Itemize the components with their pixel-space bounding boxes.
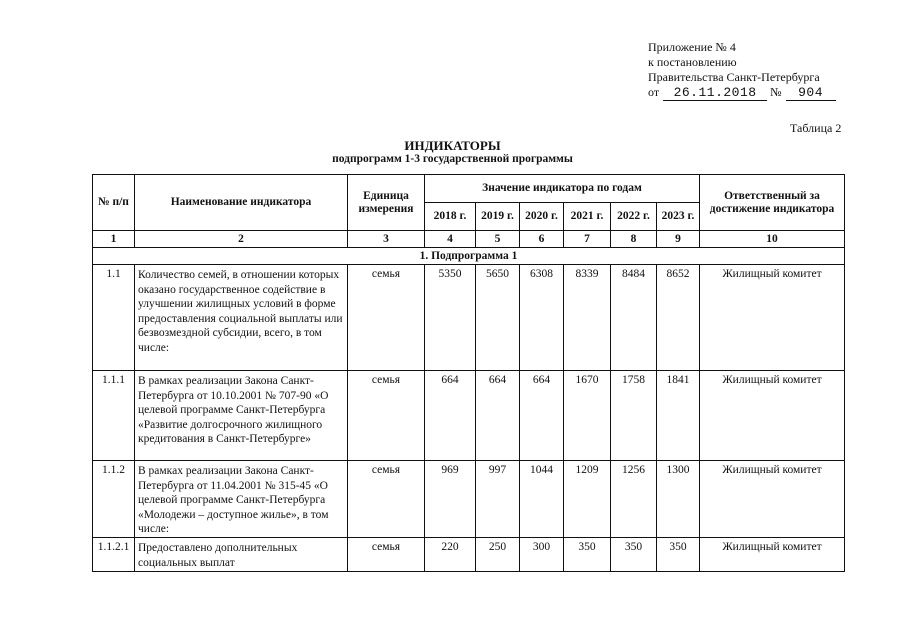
responsible-cell: Жилищный комитет <box>700 538 845 572</box>
appendix-line-2: к постановлению <box>648 55 737 69</box>
header-responsible: Ответственный за достижение индикатора <box>700 175 845 231</box>
header-unit: Единица измерения <box>348 175 425 231</box>
page-subtitle: подпрограмм 1-3 государственной программы <box>332 153 573 165</box>
value-cell: 1300 <box>657 461 700 538</box>
column-index: 4 <box>425 231 476 248</box>
value-cell: 8484 <box>611 265 657 371</box>
page-title: ИНДИКАТОРЫ <box>404 138 501 153</box>
value-cell: 5650 <box>476 265 520 371</box>
header-name: Наименование индикатора <box>135 175 348 231</box>
appendix-date-line <box>648 85 836 101</box>
column-index: 3 <box>348 231 425 248</box>
subprogram-title: 1. Подпрограмма 1 <box>93 248 845 265</box>
responsible-cell: Жилищный комитет <box>700 371 845 461</box>
number-label: № <box>770 85 782 99</box>
value-cell: 1044 <box>520 461 564 538</box>
value-cell: 997 <box>476 461 520 538</box>
responsible-cell: Жилищный комитет <box>700 265 845 371</box>
header-year: 2020 г. <box>520 203 564 231</box>
value-cell: 1256 <box>611 461 657 538</box>
resolution-date: 26.11.2018 <box>663 85 767 101</box>
column-index: 2 <box>135 231 348 248</box>
header-num: № п/п <box>93 175 135 231</box>
indicator-name: Предоставлено дополнительных социальных выплат <box>135 538 348 572</box>
column-index: 9 <box>657 231 700 248</box>
responsible-cell: Жилищный комитет <box>700 461 845 538</box>
from-label: от <box>648 85 660 99</box>
header-year: 2019 г. <box>476 203 520 231</box>
unit-cell: семья <box>348 461 425 538</box>
unit-cell: семья <box>348 265 425 371</box>
value-cell: 664 <box>476 371 520 461</box>
value-cell: 6308 <box>520 265 564 371</box>
table-row <box>93 265 845 371</box>
column-index-row <box>93 231 845 248</box>
column-index: 5 <box>476 231 520 248</box>
header-values-group: Значение индикатора по годам <box>425 175 700 203</box>
value-cell: 5350 <box>425 265 476 371</box>
unit-cell: семья <box>348 371 425 461</box>
value-cell: 220 <box>425 538 476 572</box>
indicators-table <box>92 174 845 572</box>
header-year: 2021 г. <box>564 203 611 231</box>
indicator-name: В рамках реализации Закона Санкт-Петербурга от 11.04.2001 № 315-45 «О целевой программе Санкт-Петербурга «Молодежи – доступное жилье», в том числе: <box>135 461 348 538</box>
value-cell: 1841 <box>657 371 700 461</box>
column-index: 10 <box>700 231 845 248</box>
appendix-header <box>648 40 836 101</box>
value-cell: 1209 <box>564 461 611 538</box>
value-cell: 969 <box>425 461 476 538</box>
value-cell: 664 <box>520 371 564 461</box>
header-year: 2018 г. <box>425 203 476 231</box>
column-index: 1 <box>93 231 135 248</box>
table-row <box>93 461 845 538</box>
column-index: 8 <box>611 231 657 248</box>
value-cell: 8652 <box>657 265 700 371</box>
value-cell: 350 <box>611 538 657 572</box>
appendix-line-1: Приложение № 4 <box>648 40 736 54</box>
table-label: Таблица 2 <box>790 121 842 135</box>
header-year: 2022 г. <box>611 203 657 231</box>
resolution-number: 904 <box>786 85 836 101</box>
row-number: 1.1.1 <box>93 371 135 461</box>
value-cell: 300 <box>520 538 564 572</box>
subprogram-row <box>93 248 845 265</box>
row-number: 1.1.2.1 <box>93 538 135 572</box>
appendix-line-3: Правительства Санкт-Петербурга <box>648 70 820 84</box>
column-index: 7 <box>564 231 611 248</box>
indicator-name: В рамках реализации Закона Санкт-Петербурга от 10.10.2001 № 707-90 «О целевой программе Санкт-Петербурга «Развитие долгосрочного жилищного кредитования в Санкт-Петербурге» <box>135 371 348 461</box>
row-number: 1.1 <box>93 265 135 371</box>
value-cell: 1670 <box>564 371 611 461</box>
value-cell: 250 <box>476 538 520 572</box>
value-cell: 8339 <box>564 265 611 371</box>
value-cell: 350 <box>564 538 611 572</box>
table-row <box>93 371 845 461</box>
table-row <box>93 538 845 572</box>
header-year: 2023 г. <box>657 203 700 231</box>
row-number: 1.1.2 <box>93 461 135 538</box>
value-cell: 350 <box>657 538 700 572</box>
unit-cell: семья <box>348 538 425 572</box>
value-cell: 1758 <box>611 371 657 461</box>
column-index: 6 <box>520 231 564 248</box>
indicator-name: Количество семей, в отношении которых оказано государственное содействие в улучшении жилищных условий в форме предоставления социальной выплаты или безвозмездной субсидии, всего, в том числе: <box>135 265 348 371</box>
value-cell: 664 <box>425 371 476 461</box>
